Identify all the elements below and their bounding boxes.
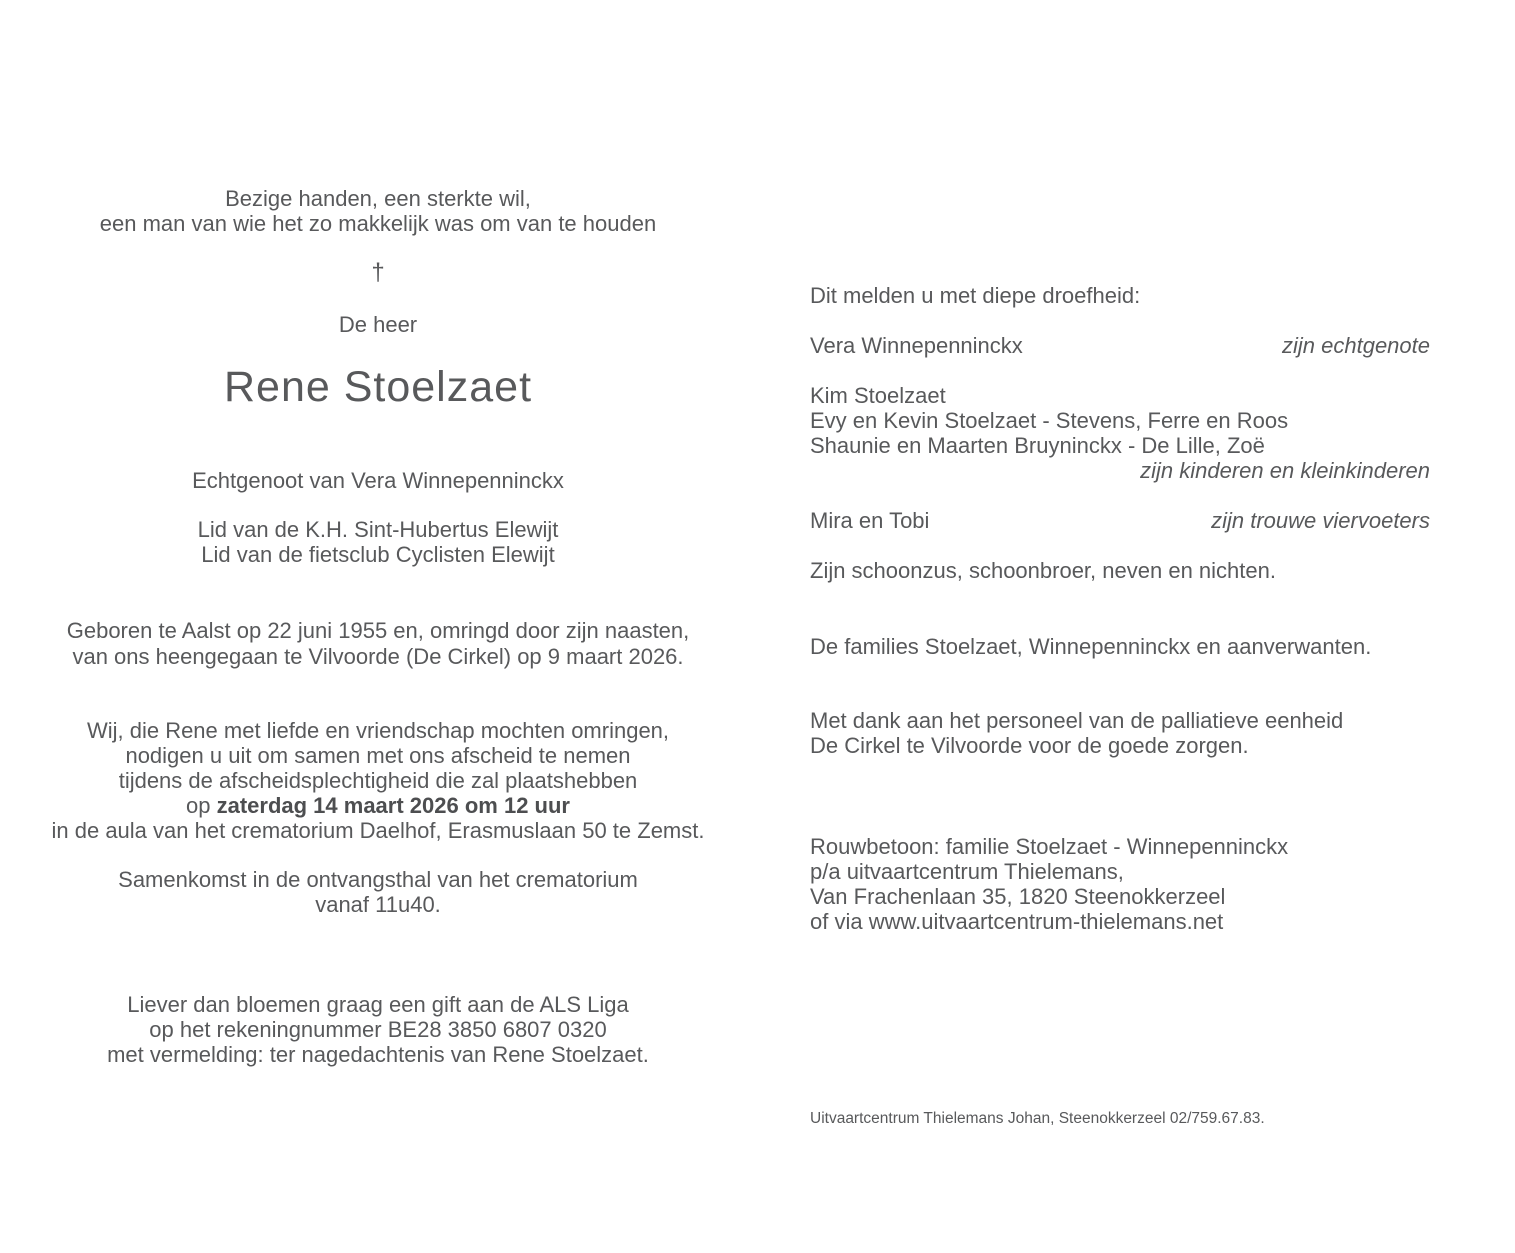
- children-relation: zijn kinderen en kleinkinderen: [1140, 458, 1430, 483]
- child-line: Shaunie en Maarten Bruyninckx - De Lille, Zoë: [810, 433, 1265, 458]
- donation-line: Liever dan bloemen graag een gift aan de ALS Liga: [127, 992, 629, 1017]
- pets-name: Mira en Tobi: [810, 508, 930, 533]
- life-dates-line: Geboren te Aalst op 22 juni 1955 en, omringd door zijn naasten,: [66, 618, 690, 643]
- gathering-line: Samenkomst in de ontvangsthal van het crematorium: [118, 867, 638, 892]
- gathering-info: [28, 867, 728, 917]
- life-dates: [28, 618, 728, 670]
- thanks-note: [810, 708, 1430, 758]
- spouse-relation: zijn echtgenote: [1282, 333, 1430, 358]
- salutation: De heer: [338, 312, 418, 337]
- membership-line: Lid van de fietsclub Cyclisten Elewijt: [201, 542, 555, 567]
- ceremony-date: zaterdag 14 maart 2026 om 12 uur: [216, 793, 570, 818]
- invitation-line: nodigen u uit om samen met ons afscheid te nemen: [125, 743, 631, 768]
- spouse-name: Vera Winnepenninckx: [810, 333, 1023, 358]
- invitation-line: tijdens de afscheidsplechtigheid die zal plaatshebben: [118, 768, 638, 793]
- thanks-line: De Cirkel te Vilvoorde voor de goede zorgen.: [810, 733, 1249, 758]
- child-line: Evy en Kevin Stoelzaet - Stevens, Ferre en Roos: [810, 408, 1289, 433]
- children-list: [810, 383, 1430, 458]
- spouse-line: Echtgenoot van Vera Winnepenninckx: [192, 468, 564, 493]
- condolences-address: [810, 834, 1430, 934]
- condolences-website: of via www.uitvaartcentrum-thielemans.net: [810, 909, 1224, 934]
- extended-family-line: Zijn schoonzus, schoonbroer, neven en nichten.: [810, 558, 1276, 583]
- condolences-line: Rouwbetoon: familie Stoelzaet - Winnepenninckx: [810, 834, 1289, 859]
- cross-icon: †: [371, 259, 385, 286]
- epitaph-line: Bezige handen, een sterkte wil,: [225, 186, 531, 211]
- membership-line: Lid van de K.H. Sint-Hubertus Elewijt: [197, 517, 559, 542]
- donation-line: op het rekeningnummer BE28 3850 6807 0320: [149, 1017, 607, 1042]
- families-line: De families Stoelzaet, Winnepenninckx en aanverwanten.: [810, 634, 1372, 659]
- funeral-home-footer: Uitvaartcentrum Thielemans Johan, Steenokkerzeel 02/759.67.83.: [810, 1110, 1265, 1127]
- condolences-line: p/a uitvaartcentrum Thielemans,: [810, 859, 1124, 884]
- thanks-line: Met dank aan het personeel van de palliatieve eenheid: [810, 708, 1344, 733]
- announcement-intro: Dit melden u met diepe droefheid:: [810, 283, 1141, 308]
- invitation-line: in de aula van het crematorium Daelhof, Erasmuslaan 50 te Zemst.: [51, 818, 705, 843]
- donation-request: [28, 992, 728, 1067]
- memberships: [28, 517, 728, 567]
- pets-row: [810, 508, 1430, 533]
- gathering-line: vanaf 11u40.: [315, 892, 441, 917]
- deceased-name: Rene Stoelzaet: [223, 363, 533, 411]
- pets-relation: zijn trouwe viervoeters: [1211, 508, 1430, 533]
- condolences-line: Van Frachenlaan 35, 1820 Steenokkerzeel: [810, 884, 1226, 909]
- invitation-date-line: [28, 793, 728, 818]
- life-dates-line: van ons heengegaan te Vilvoorde (De Cirkel) op 9 maart 2026.: [72, 644, 684, 669]
- child-line: Kim Stoelzaet: [810, 383, 946, 408]
- ceremony-invitation: [28, 718, 728, 843]
- invitation-line: Wij, die Rene met liefde en vriendschap mochten omringen,: [86, 718, 670, 743]
- epitaph: [28, 186, 728, 236]
- donation-line: met vermelding: ter nagedachtenis van Rene Stoelzaet.: [107, 1042, 649, 1067]
- invitation-date-prefix: op: [186, 793, 217, 818]
- epitaph-line: een man van wie het zo makkelijk was om van te houden: [99, 211, 657, 236]
- spouse-row: [810, 333, 1430, 358]
